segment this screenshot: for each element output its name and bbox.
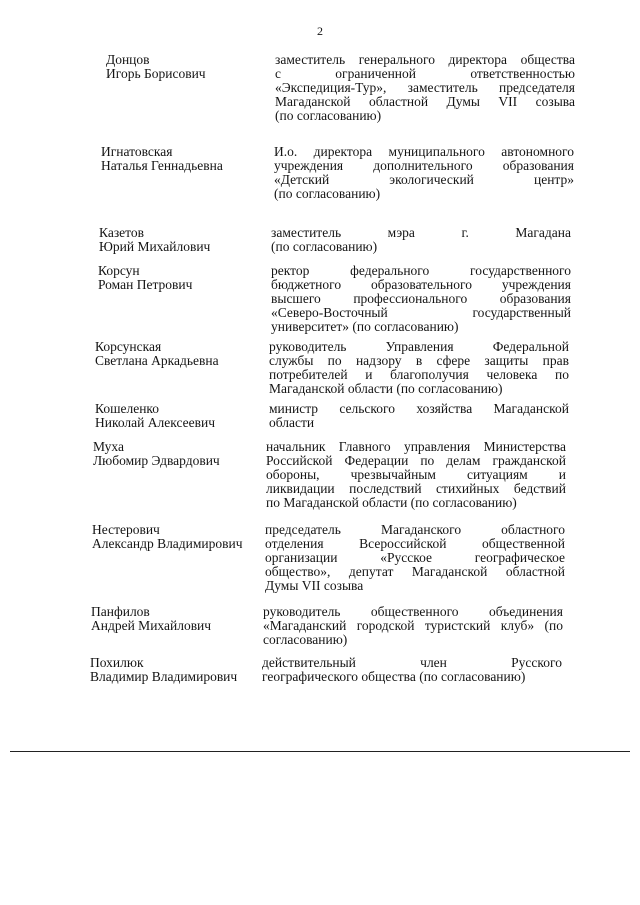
member-role-line: высшего профессионального образования	[271, 291, 571, 306]
member-given-names: Наталья Геннадьевна	[101, 158, 223, 173]
member-name	[106, 53, 206, 81]
member-role-line: заместитель мэра г. Магадана	[271, 225, 571, 240]
member-role	[269, 402, 569, 430]
member-given-names: Роман Петрович	[98, 277, 193, 292]
member-role-line: учреждения дополнительного образования	[274, 158, 574, 173]
member-given-names: Владимир Владимирович	[90, 669, 238, 684]
member-role-line: области	[269, 415, 315, 430]
member-role	[271, 264, 571, 334]
member-role-line: «Экспедиция-Тур», заместитель председателя	[275, 80, 575, 95]
member-role	[262, 656, 562, 684]
member-name	[98, 264, 192, 292]
member-surname: Нестерович	[92, 522, 160, 537]
member-role-line: бюджетного образовательного учреждения	[271, 277, 571, 292]
member-given-names: Андрей Михайлович	[91, 618, 212, 633]
member-surname: Игнатовская	[101, 144, 173, 159]
member-given-names: Светлана Аркадьевна	[95, 353, 219, 368]
member-given-names: Юрий Михайлович	[99, 239, 211, 254]
member-role-line: общество», депутат Магаданской областной	[265, 564, 565, 579]
member-surname: Муха	[93, 439, 124, 454]
member-role-line: ректор федерального государственного	[271, 263, 571, 278]
footer-divider	[10, 751, 630, 752]
member-name	[91, 605, 211, 633]
member-role-line: «Магаданский городской туристский клуб» (по	[263, 618, 563, 633]
member-role-line: Думы VII созыва	[265, 578, 364, 593]
member-surname: Донцов	[106, 52, 150, 67]
member-role-line: отделения Всероссийской общественной	[265, 536, 565, 551]
member-role	[269, 340, 569, 396]
member-given-names: Александр Владимирович	[92, 536, 243, 551]
member-surname: Казетов	[99, 225, 144, 240]
member-role-line: географического общества (по согласованию)	[262, 669, 526, 684]
member-role-line: руководитель общественного объединения	[263, 604, 563, 619]
member-role-line: заместитель генерального директора общества	[275, 52, 575, 67]
member-role-line: с ограниченной ответственностью	[275, 66, 575, 81]
member-role-line: ликвидации последствий стихийных бедствий	[266, 481, 566, 496]
member-role-line: действительный член Русского	[262, 655, 562, 670]
member-role-line: обороны, чрезвычайным ситуациям и	[266, 467, 566, 482]
member-role-line: руководитель Управления Федеральной	[269, 339, 569, 354]
member-role-line: службы по надзору в сфере защиты прав	[269, 353, 569, 368]
member-surname: Кошеленко	[95, 401, 160, 416]
member-role-line: по Магаданской области (по согласованию)	[266, 495, 517, 510]
member-role-line: потребителей и благополучия человека по	[269, 367, 569, 382]
member-name	[95, 340, 219, 368]
member-role-line: Магаданской области (по согласованию)	[269, 381, 503, 396]
member-role	[266, 440, 566, 510]
member-surname: Корсун	[98, 263, 140, 278]
member-name	[99, 226, 210, 254]
member-surname: Панфилов	[91, 604, 150, 619]
member-role	[274, 145, 574, 201]
member-name	[90, 656, 237, 684]
member-role-line: министр сельского хозяйства Магаданской	[269, 401, 569, 416]
member-given-names: Николай Алексеевич	[95, 415, 215, 430]
member-name	[95, 402, 215, 430]
member-role-line: председатель Магаданского областного	[265, 522, 565, 537]
member-role-line: «Детский экологический центр»	[274, 172, 574, 187]
member-role	[265, 523, 565, 593]
member-role-line: (по согласованию)	[274, 186, 381, 201]
member-name	[92, 523, 243, 551]
member-surname: Корсунская	[95, 339, 162, 354]
member-role-line: «Северо-Восточный государственный	[271, 305, 571, 320]
member-role-line: согласованию)	[263, 632, 348, 647]
member-role-line: И.о. директора муниципального автономного	[274, 144, 574, 159]
member-role-line: Российской Федерации по делам гражданской	[266, 453, 566, 468]
member-role-line: Магаданской областной Думы VII созыва	[275, 94, 575, 109]
member-role-line: организации «Русское географическое	[265, 550, 565, 565]
member-role	[275, 53, 575, 123]
member-role-line: (по согласованию)	[271, 239, 378, 254]
member-given-names: Любомир Эдвардович	[93, 453, 220, 468]
member-surname: Похилюк	[90, 655, 144, 670]
member-role	[263, 605, 563, 647]
page-number: 2	[317, 24, 323, 38]
member-role-line: начальник Главного управления Министерства	[266, 439, 566, 454]
member-role-line: (по согласованию)	[275, 108, 382, 123]
member-role-line: университет» (по согласованию)	[271, 319, 459, 334]
member-given-names: Игорь Борисович	[106, 66, 206, 81]
member-role	[271, 226, 571, 254]
member-name	[93, 440, 220, 468]
member-name	[101, 145, 223, 173]
